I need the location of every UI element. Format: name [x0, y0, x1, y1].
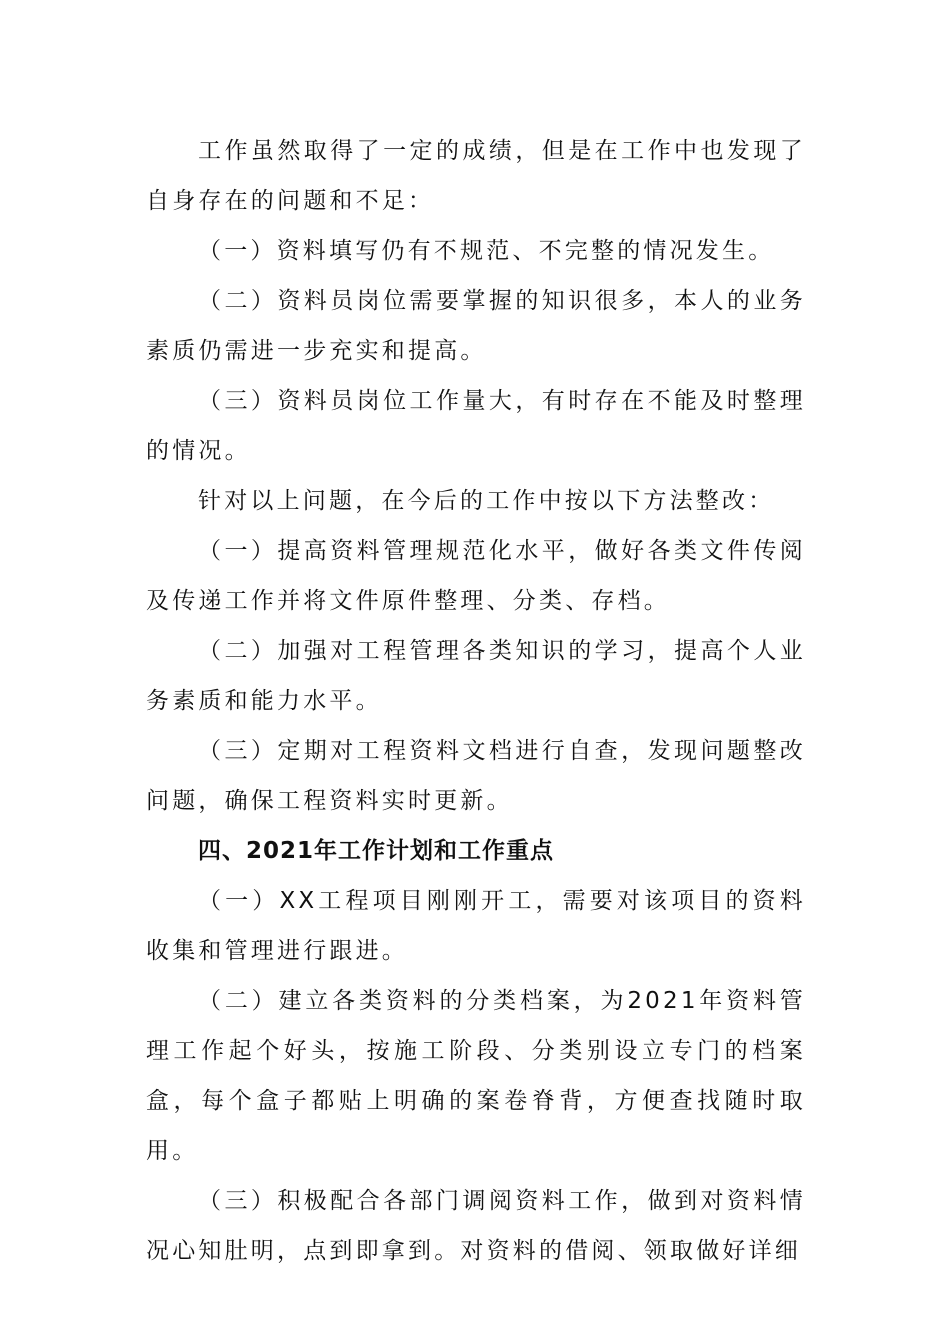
- paragraph-plan-1: （一）XX工程项目刚刚开工，需要对该项目的资料收集和管理进行跟进。: [146, 888, 806, 964]
- paragraph-problem-3: （三）资料员岗位工作量大，有时存在不能及时整理的情况。: [146, 388, 806, 464]
- paragraph-plan-3: （三）积极配合各部门调阅资料工作，做到对资料情况心知肚明，点到即拿到。对资料的借阅、领取做好详细: [146, 1188, 806, 1264]
- paragraph-rectification-intro: 针对以上问题，在今后的工作中按以下方法整改：: [198, 488, 775, 514]
- paragraph-rectification-3: （三）定期对工程资料文档进行自查，发现问题整改问题，确保工程资料实时更新。: [146, 738, 806, 814]
- paragraph-rectification-2: （二）加强对工程管理各类知识的学习，提高个人业务素质和能力水平。: [146, 638, 806, 714]
- paragraph-problem-1: （一）资料填写仍有不规范、不完整的情况发生。: [198, 238, 775, 264]
- section-heading: 四、2021年工作计划和工作重点: [198, 838, 555, 864]
- paragraph-plan-2: （二）建立各类资料的分类档案，为2021年资料管理工作起个好头，按施工阶段、分类别设立专门的档案盒，每个盒子都贴上明确的案卷脊背，方便查找随时取用。: [146, 988, 806, 1164]
- paragraph-problem-2: （二）资料员岗位需要掌握的知识很多，本人的业务素质仍需进一步充实和提高。: [146, 288, 806, 364]
- paragraph-rectification-1: （一）提高资料管理规范化水平，做好各类文件传阅及传递工作并将文件原件整理、分类、存档。: [146, 538, 806, 614]
- document-body: [146, 126, 806, 1276]
- paragraph-achievements-intro: 工作虽然取得了一定的成绩，但是在工作中也发现了自身存在的问题和不足：: [146, 138, 806, 214]
